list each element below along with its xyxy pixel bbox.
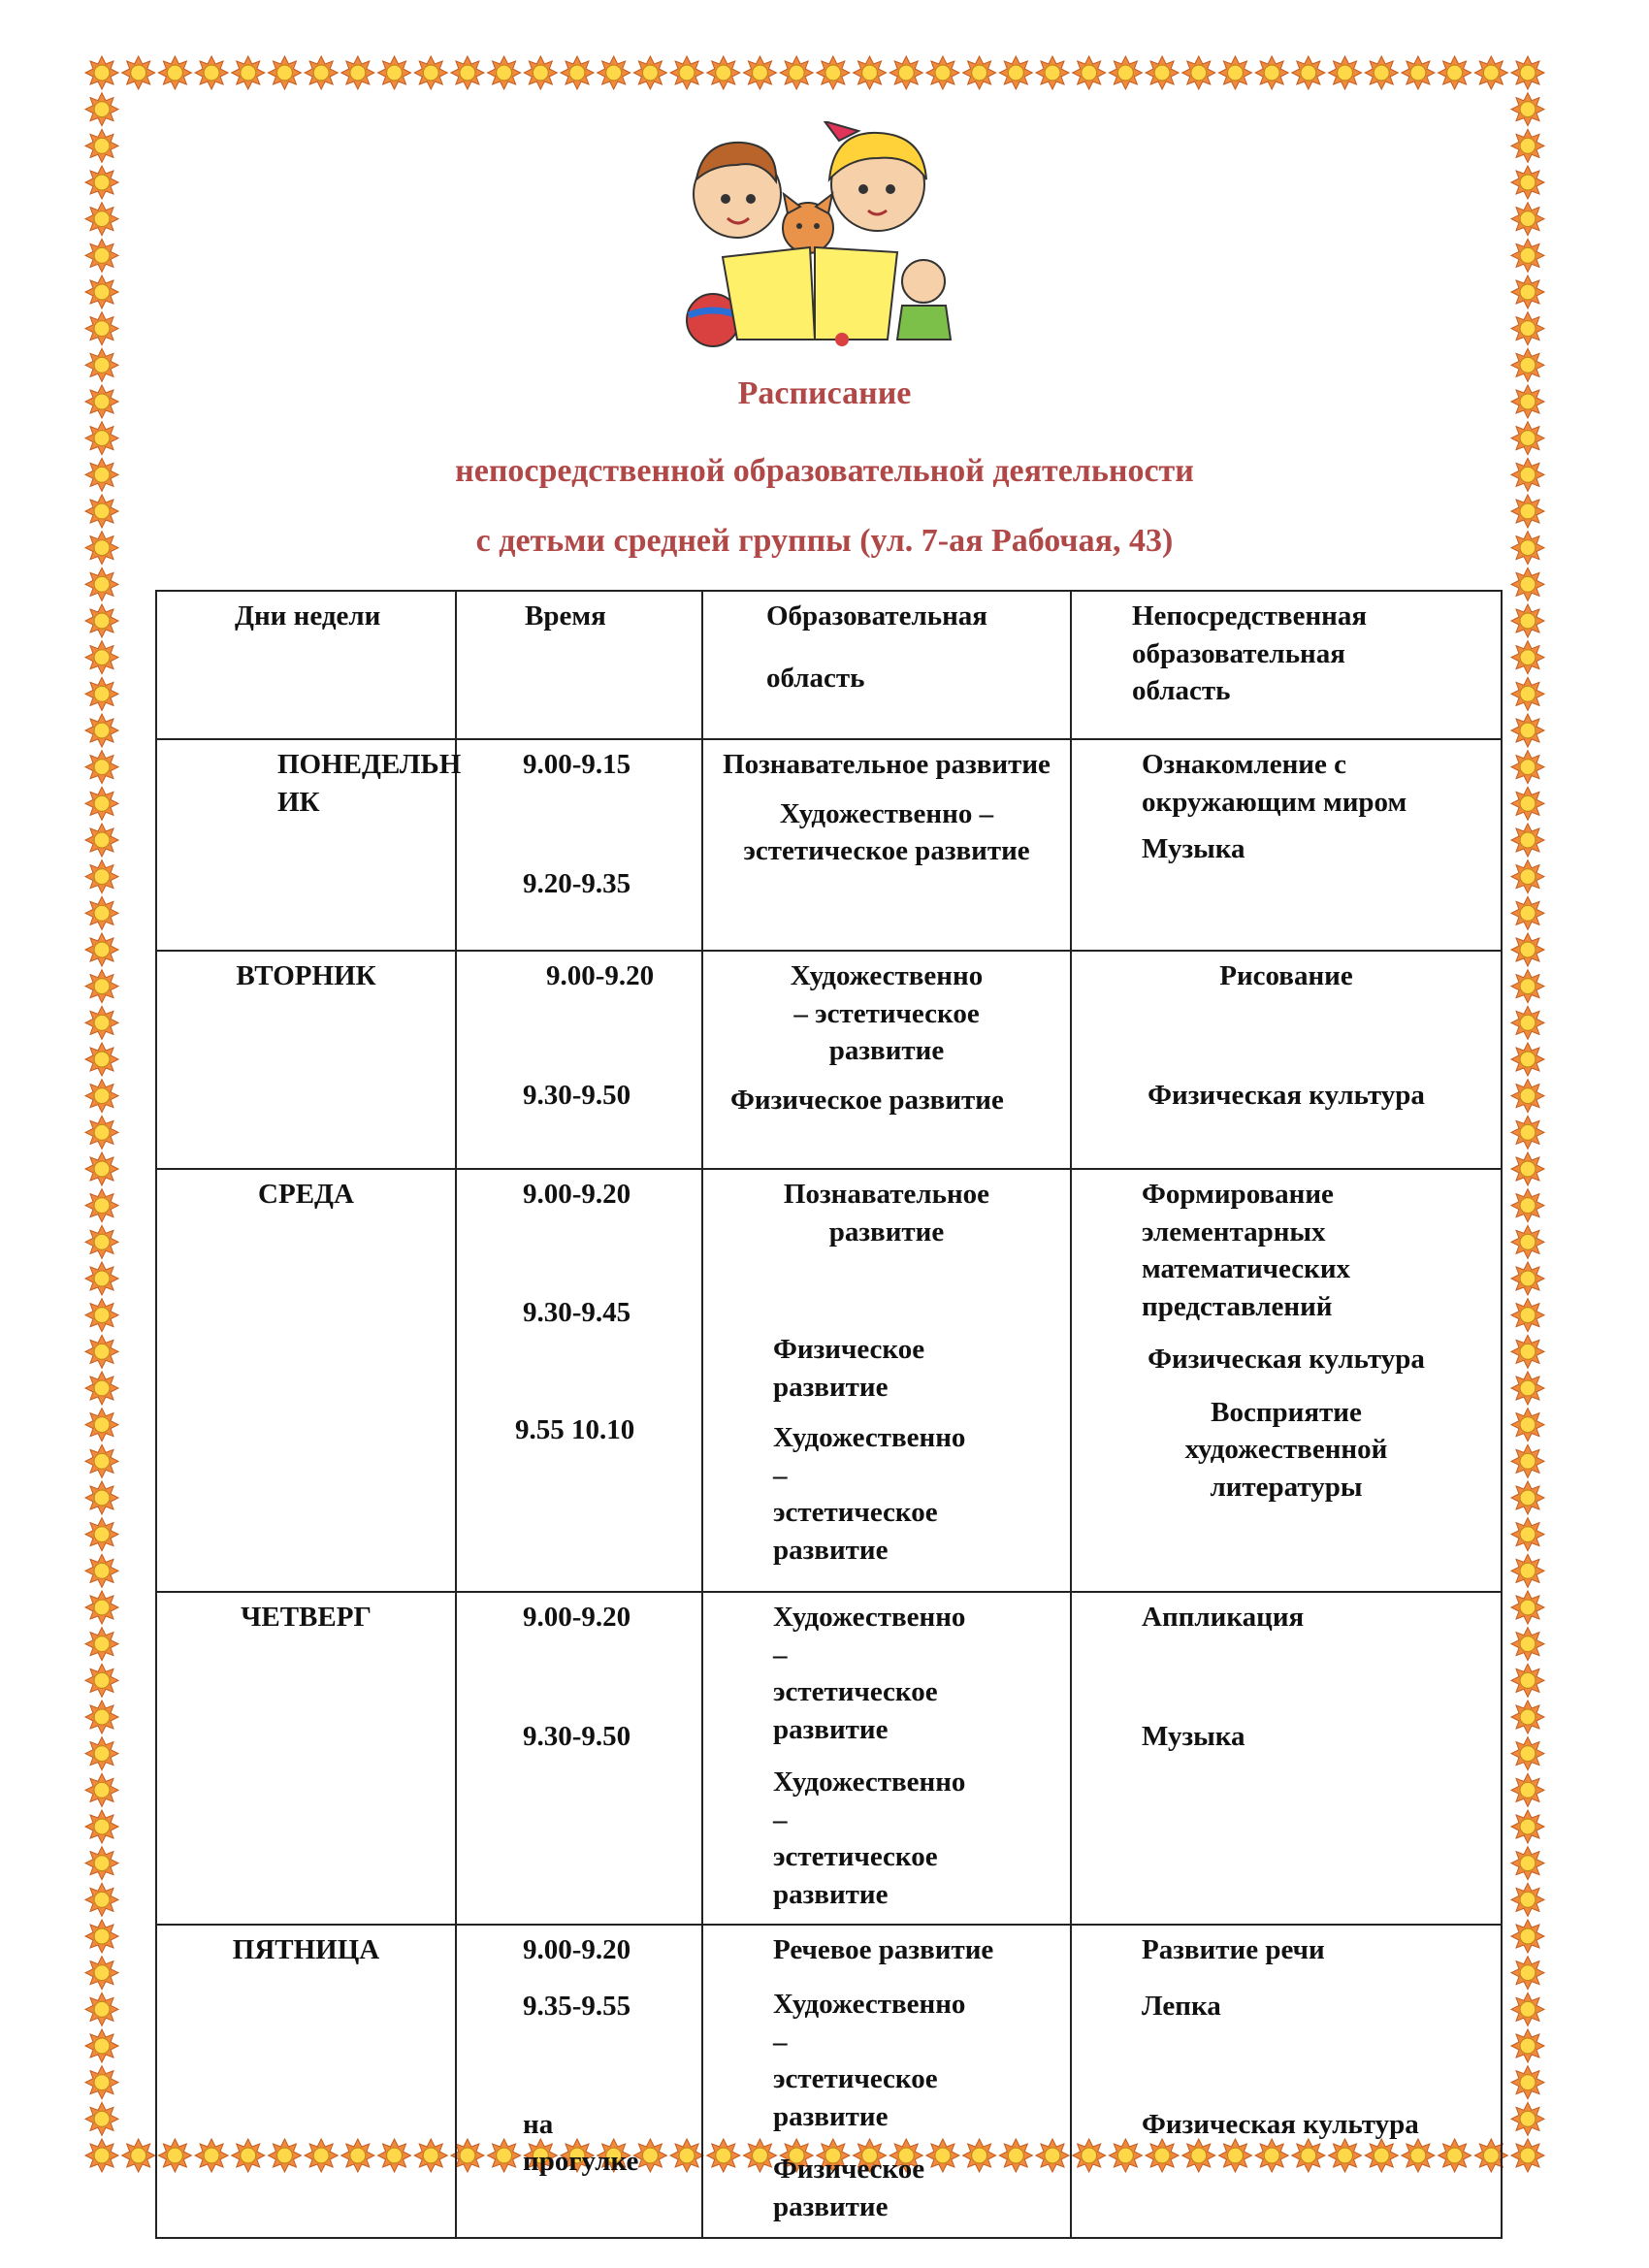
page-title: Расписание xyxy=(737,375,912,411)
sun-icon xyxy=(85,1043,118,1076)
sun-icon xyxy=(1511,1335,1544,1368)
sun-icon xyxy=(85,1518,118,1551)
sun-icon xyxy=(1365,56,1398,89)
table-row xyxy=(156,739,1502,951)
sun-icon xyxy=(85,422,118,455)
sun-icon xyxy=(85,677,118,710)
sun-icon xyxy=(85,1116,118,1149)
sun-icon xyxy=(780,56,813,89)
sun-icon xyxy=(524,56,557,89)
activity-cell: Рисование Физическая культура xyxy=(1071,951,1502,1169)
sun-icon xyxy=(195,56,228,89)
sun-icon xyxy=(1511,1664,1544,1697)
sun-icon xyxy=(1511,2066,1544,2099)
sun-icon xyxy=(1146,56,1179,89)
sun-icon xyxy=(1255,56,1288,89)
sun-icon xyxy=(85,2029,118,2062)
day-cell: ЧЕТВЕРГ xyxy=(156,1592,456,1925)
sun-icon xyxy=(1511,1189,1544,1222)
subtitle-activity: непосредственной образовательной деятельности xyxy=(455,453,1194,489)
sun-icon xyxy=(85,1920,118,1953)
table-header-row xyxy=(156,591,1502,739)
sun-icon xyxy=(1511,2029,1544,2062)
sun-icon xyxy=(268,56,301,89)
sun-icon xyxy=(561,56,594,89)
sun-icon xyxy=(1511,1262,1544,1295)
sun-icon xyxy=(1402,56,1435,89)
sun-icon xyxy=(1511,1372,1544,1405)
sun-icon xyxy=(1511,896,1544,929)
sun-icon xyxy=(1511,1116,1544,1149)
sun-icon xyxy=(1511,1444,1544,1477)
sun-icon xyxy=(85,93,118,126)
sun-icon xyxy=(85,1006,118,1039)
sun-icon xyxy=(1511,1920,1544,1953)
activity-cell: Развитие речи Лепка Физическая культура xyxy=(1071,1925,1502,2238)
sun-icon xyxy=(1511,860,1544,893)
sun-icon xyxy=(1511,1225,1544,1258)
sun-icon xyxy=(85,567,118,600)
sun-icon xyxy=(1511,1299,1544,1332)
sun-icon xyxy=(1511,2139,1544,2172)
sun-icon xyxy=(1511,422,1544,455)
sun-icon xyxy=(85,1554,118,1587)
sun-icon xyxy=(158,56,191,89)
sun-icon xyxy=(341,56,374,89)
time-cell: 9.00-9.15 9.20-9.35 xyxy=(456,739,702,951)
sun-icon xyxy=(85,1628,118,1661)
sun-icon xyxy=(85,1883,118,1916)
sun-icon xyxy=(85,2102,118,2135)
sun-icon xyxy=(85,1993,118,2025)
sun-icon xyxy=(85,1591,118,1624)
sun-icon xyxy=(1511,714,1544,747)
sun-icon xyxy=(1511,1554,1544,1587)
sun-icon xyxy=(1511,1591,1544,1624)
sun-icon xyxy=(85,1189,118,1222)
sun-icon xyxy=(1511,1773,1544,1806)
sun-icon xyxy=(817,56,850,89)
sun-icon xyxy=(926,56,959,89)
sun-icon xyxy=(122,56,155,89)
activity-cell: Формирование элементарных математических представлений Физическая культура Восприятие художественной литературы xyxy=(1071,1169,1502,1592)
sun-icon xyxy=(85,56,118,89)
area-cell: Познавательное развитие Физическое развитие Художественно – эстетическое развитие xyxy=(702,1169,1071,1592)
sun-icon xyxy=(1329,56,1362,89)
sun-icon xyxy=(854,56,887,89)
sun-icon xyxy=(1511,56,1544,89)
sun-icon xyxy=(85,1481,118,1514)
sun-icon xyxy=(378,56,411,89)
sun-icon xyxy=(414,56,447,89)
sun-icon xyxy=(1511,1409,1544,1442)
sun-icon xyxy=(1511,567,1544,600)
sun-icon xyxy=(1511,1152,1544,1185)
sun-icon xyxy=(1511,1518,1544,1551)
sun-icon xyxy=(85,824,118,857)
sun-icon xyxy=(999,56,1032,89)
sun-icon xyxy=(633,56,666,89)
sun-icon xyxy=(1511,641,1544,674)
area-cell: Художественно – эстетическое развитие Художественно – эстетическое развитие xyxy=(702,1592,1071,1925)
sun-icon xyxy=(1511,787,1544,820)
sun-icon xyxy=(1036,56,1069,89)
sun-icon xyxy=(1218,56,1251,89)
sun-icon xyxy=(1182,56,1215,89)
sun-icon xyxy=(85,1262,118,1295)
sun-icon xyxy=(743,56,776,89)
sun-icon xyxy=(85,1409,118,1442)
day-cell: ВТОРНИК xyxy=(156,951,456,1169)
sun-icon xyxy=(122,2139,155,2172)
sun-icon xyxy=(85,751,118,784)
activity-cell: Аппликация Музыка xyxy=(1071,1592,1502,1925)
subtitle-group: с детьми средней группы (ул. 7-ая Рабочая, 43) xyxy=(475,523,1174,559)
sun-icon xyxy=(1511,166,1544,199)
header-time: Время xyxy=(456,591,702,739)
area-cell: Художественно – эстетическое развитие Физическое развитие xyxy=(702,951,1071,1169)
sun-icon xyxy=(1511,1481,1544,1514)
sun-icon xyxy=(85,2066,118,2099)
sun-icon xyxy=(1511,1883,1544,1916)
activity-cell: Ознакомление с окружающим миром Музыка xyxy=(1071,739,1502,951)
sun-icon xyxy=(1511,1628,1544,1661)
sun-icon xyxy=(85,1957,118,1990)
sun-icon xyxy=(1511,1957,1544,1990)
sun-icon xyxy=(451,56,484,89)
time-cell: 9.00-9.20 9.35-9.55 на прогулке xyxy=(456,1925,702,2238)
sun-icon xyxy=(670,56,703,89)
sun-icon xyxy=(85,1372,118,1405)
sun-icon xyxy=(1511,933,1544,966)
sun-icon xyxy=(963,56,996,89)
sun-icon xyxy=(85,203,118,236)
sun-icon xyxy=(1511,2102,1544,2135)
sun-icon xyxy=(1511,312,1544,345)
day-cell: ПЯТНИЦА xyxy=(156,1925,456,2238)
table-row xyxy=(156,951,1502,1169)
sun-icon xyxy=(1511,93,1544,126)
sun-icon xyxy=(1439,56,1471,89)
sun-icon xyxy=(85,1810,118,1843)
sun-icon xyxy=(85,714,118,747)
sun-icon xyxy=(85,860,118,893)
sun-icon xyxy=(85,787,118,820)
sun-icon xyxy=(85,1152,118,1185)
sun-icon xyxy=(85,1701,118,1733)
sun-icon xyxy=(85,1080,118,1113)
header-area: Образовательная область xyxy=(702,591,1071,739)
sun-icon xyxy=(1511,824,1544,857)
sun-icon xyxy=(85,312,118,345)
sun-icon xyxy=(305,56,338,89)
sun-icon xyxy=(1511,1006,1544,1039)
day-cell: ПОНЕДЕЛЬН ИК xyxy=(156,739,456,951)
sun-icon xyxy=(1511,677,1544,710)
sun-icon xyxy=(85,129,118,162)
sun-icon xyxy=(488,56,521,89)
area-cell: Познавательное развитие Художественно – эстетическое развитие xyxy=(702,739,1071,951)
children-reading-book-icon xyxy=(669,121,960,349)
sun-icon xyxy=(1511,239,1544,272)
sun-icon xyxy=(1511,1810,1544,1843)
sun-icon xyxy=(85,1737,118,1770)
sun-icon xyxy=(85,1847,118,1880)
day-cell: СРЕДА xyxy=(156,1169,456,1592)
sun-icon xyxy=(85,933,118,966)
sun-icon xyxy=(1511,1080,1544,1113)
area-cell: Речевое развитие Художественно – эстетическое развитие Физическое развитие xyxy=(702,1925,1071,2238)
sun-icon xyxy=(1109,56,1142,89)
sun-icon xyxy=(85,970,118,1003)
header-day: Дни недели xyxy=(156,591,456,739)
sun-icon xyxy=(85,1225,118,1258)
time-cell: 9.00-9.20 9.30-9.45 9.55 10.10 xyxy=(456,1169,702,1592)
sun-icon xyxy=(1511,1737,1544,1770)
time-cell: 9.00-9.20 9.30-9.50 xyxy=(456,1592,702,1925)
sun-icon xyxy=(1511,970,1544,1003)
sun-icon xyxy=(85,275,118,308)
sun-icon xyxy=(1511,1993,1544,2025)
time-cell: 9.00-9.20 9.30-9.50 xyxy=(456,951,702,1169)
schedule-table xyxy=(155,590,1503,2239)
sun-icon xyxy=(1073,56,1106,89)
header-direct-area: Непосредственная образовательная область xyxy=(1071,591,1502,739)
sun-icon xyxy=(707,56,740,89)
table-row xyxy=(156,1169,1502,1592)
sun-icon xyxy=(1474,56,1507,89)
sun-icon xyxy=(85,2139,118,2172)
sun-icon xyxy=(85,239,118,272)
sun-icon xyxy=(889,56,922,89)
sun-icon xyxy=(598,56,630,89)
sun-icon xyxy=(85,166,118,199)
sun-icon xyxy=(85,1299,118,1332)
sun-icon xyxy=(232,56,265,89)
sun-icon xyxy=(1511,1701,1544,1733)
sun-icon xyxy=(1292,56,1325,89)
sun-icon xyxy=(1511,1847,1544,1880)
table-row xyxy=(156,1925,1502,2238)
sun-icon xyxy=(85,896,118,929)
sun-icon xyxy=(1511,1043,1544,1076)
sun-icon xyxy=(85,641,118,674)
sun-icon xyxy=(85,1664,118,1697)
sun-icon xyxy=(1511,604,1544,637)
sun-icon xyxy=(1511,751,1544,784)
table-row xyxy=(156,1592,1502,1925)
sun-icon xyxy=(85,1335,118,1368)
sun-icon xyxy=(1511,129,1544,162)
sun-icon xyxy=(1511,203,1544,236)
sun-icon xyxy=(1511,275,1544,308)
sun-icon xyxy=(85,1773,118,1806)
sun-icon xyxy=(85,1444,118,1477)
sun-icon xyxy=(85,604,118,637)
